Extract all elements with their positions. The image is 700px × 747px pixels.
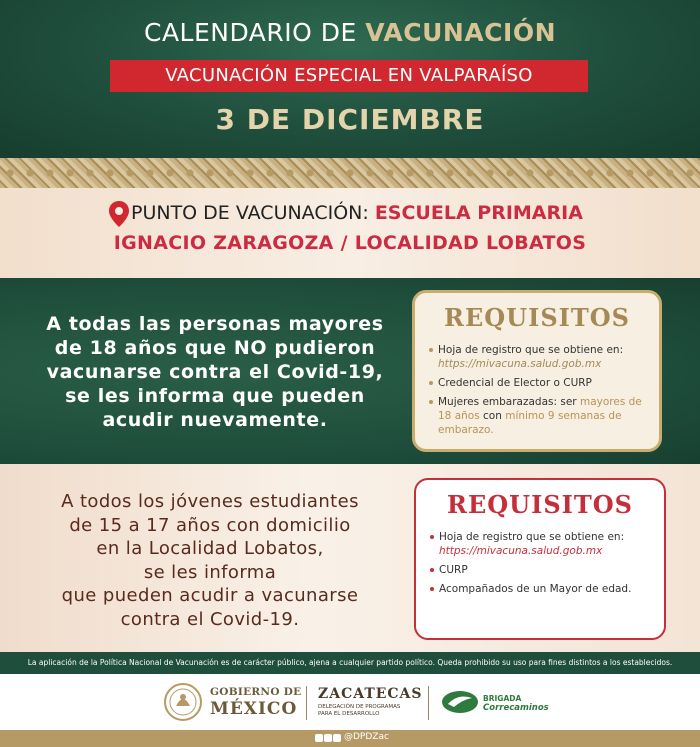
students-requirements-box: [414, 478, 666, 640]
list-item: [429, 343, 653, 371]
divider: [428, 686, 429, 720]
bullet-icon: [430, 587, 434, 591]
adults-message: [30, 312, 400, 432]
students-requirements-list: [430, 530, 654, 601]
zacatecas-subtitle-2: PARA EL DESARROLLO: [318, 711, 380, 717]
brigada-line-2: Correcaminos: [483, 703, 549, 713]
adults-line: de 18 años que NO pudieron: [54, 337, 376, 359]
title-accent: VACUNACIÓN: [365, 18, 556, 47]
adults-line: acudir nuevamente.: [102, 409, 328, 431]
students-line: de 15 a 17 años con domicilio: [69, 514, 351, 536]
adults-line: A todas las personas mayores: [46, 313, 384, 335]
twitter-icon[interactable]: [324, 734, 332, 742]
location-section: [0, 188, 700, 278]
list-item: [429, 395, 653, 437]
bullet-icon: [429, 348, 433, 352]
req-text: Mujeres embarazadas: ser: [438, 396, 580, 408]
list-item: [430, 582, 654, 596]
students-requirements-title: REQUISITOS: [447, 490, 633, 519]
instagram-icon[interactable]: [333, 734, 341, 742]
bullet-icon: [429, 400, 433, 404]
students-line: en la Localidad Lobatos,: [96, 538, 324, 559]
zacatecas-subtitle-1: DELEGACIÓN DE PROGRAMAS: [318, 704, 401, 710]
header: [0, 0, 700, 158]
location-place-2: IGNACIO ZARAGOZA / LOCALIDAD LOBATOS: [113, 232, 587, 254]
req-text: Hoja de registro que se obtiene en:: [438, 344, 624, 356]
bullet-icon: [429, 381, 433, 385]
location-label: PUNTO DE VACUNACIÓN:: [131, 202, 375, 224]
req-text: Credencial de Elector o CURP: [438, 377, 592, 389]
location-pin-icon: [107, 200, 131, 228]
list-item: [430, 530, 654, 558]
gob-line-2: MÉXICO: [210, 699, 298, 719]
list-item: [429, 376, 653, 390]
social-handle[interactable]: @DPDZac: [344, 732, 389, 742]
adults-requirements-box: [412, 290, 662, 452]
brigada-line-1: BRIGADA: [483, 694, 522, 703]
footer: [0, 674, 700, 730]
students-line: A todos los jóvenes estudiantes: [61, 491, 359, 512]
social-icons: [315, 734, 342, 743]
req-highlight: mínimo 9 semanas de embarazo.: [438, 410, 622, 436]
students-section: [0, 464, 700, 652]
location-line-1: [131, 202, 583, 224]
registration-link[interactable]: https://mivacuna.salud.gob.mx: [438, 358, 602, 370]
title-prefix: CALENDARIO DE: [143, 18, 366, 47]
adults-section: [0, 278, 700, 464]
req-text: con: [479, 410, 506, 422]
social-bar: [0, 730, 700, 747]
disclaimer: La aplicación de la Política Nacional de Vacunación es de carácter público, ajena a cualquier partido político. Queda prohibido su uso para fines distintos a los establecidos.: [0, 652, 700, 674]
divider: [306, 686, 307, 720]
list-item: [430, 563, 654, 577]
students-message: [20, 490, 400, 631]
bullet-icon: [430, 535, 434, 539]
facebook-icon[interactable]: [315, 734, 323, 742]
req-text: Acompañados de un Mayor de edad.: [439, 583, 632, 595]
event-date: 3 DE DICIEMBRE: [215, 103, 485, 136]
bullet-icon: [430, 568, 434, 572]
event-banner: VACUNACIÓN ESPECIAL EN VALPARAÍSO: [110, 60, 588, 92]
req-highlight: mayores de 18 años: [438, 396, 642, 422]
mexico-seal-icon: [163, 682, 203, 722]
adults-requirements-title: REQUISITOS: [444, 303, 630, 332]
location-place-1: ESCUELA PRIMARIA: [374, 202, 583, 224]
adults-requirements-list: [429, 343, 653, 442]
adults-line: se les informa que pueden: [65, 385, 365, 407]
students-line: contra el Covid-19.: [120, 608, 300, 630]
students-line: se les informa: [143, 561, 277, 583]
zacatecas-title: ZACATECAS: [318, 686, 423, 702]
req-text: Hoja de registro que se obtiene en:: [439, 531, 625, 543]
registration-link[interactable]: https://mivacuna.salud.gob.mx: [439, 545, 603, 557]
page-title: [0, 18, 700, 47]
adults-line: vacunarse contra el Covid-19,: [46, 361, 384, 383]
students-line: que pueden acudir a vacunarse: [61, 585, 359, 606]
gob-line-1: GOBIERNO DE: [210, 686, 302, 698]
req-text: CURP: [439, 564, 468, 576]
ornamental-band: [0, 158, 700, 188]
brigada-logo-icon: [440, 689, 480, 715]
